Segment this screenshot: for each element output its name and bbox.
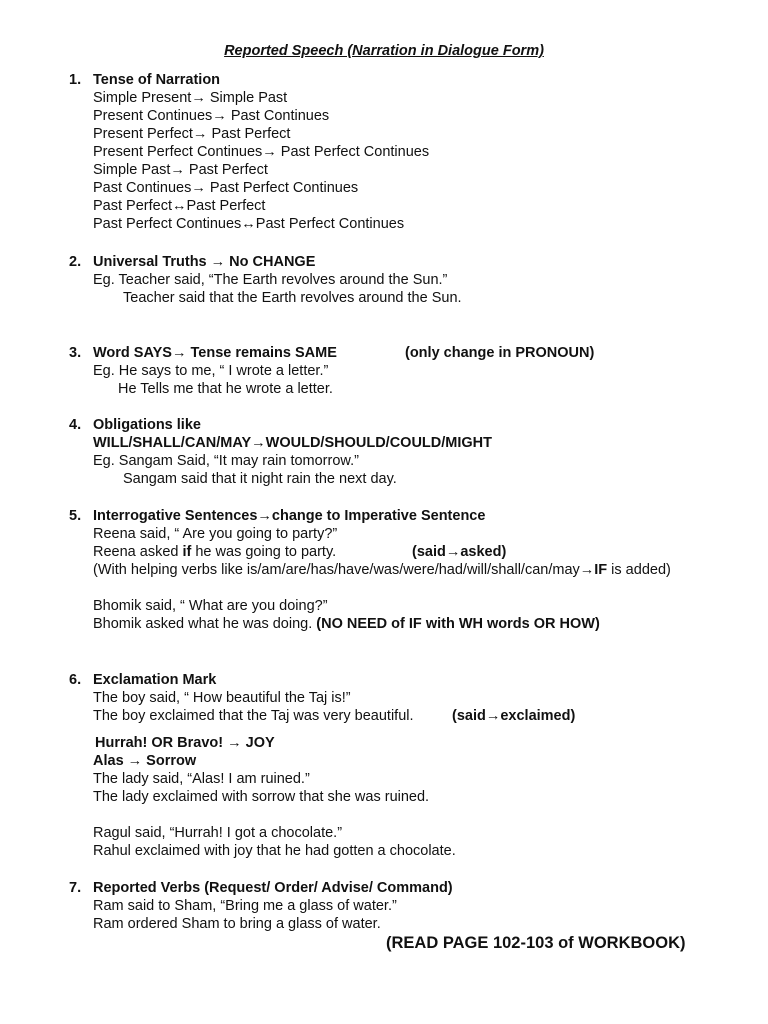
section-7-number: 7. [69, 880, 82, 896]
section-5-example-2: Bhomik said, “ What are you doing?” [93, 598, 328, 614]
section-6-heading: Exclamation Mark [93, 672, 217, 688]
page-title: Reported Speech (Narration in Dialogue Form) [224, 43, 544, 59]
section-2-example: Eg. Teacher said, “The Earth revolves around the Sun.” [93, 272, 448, 288]
tense-rule-6: Past Continues→ Past Perfect Continues [93, 180, 359, 196]
tense-rule-3: Present Perfect→ Past Perfect [93, 126, 291, 142]
section-6-number: 6. [69, 672, 82, 688]
section-2-answer: Teacher said that the Earth revolves around the Sun. [123, 290, 462, 306]
section-3-heading: Word SAYS→ Tense remains SAME [93, 345, 337, 361]
answer-text-post: he was going to party. [191, 544, 337, 560]
answer-text-pre: Reena asked [93, 544, 183, 560]
section-5-example: Reena said, “ Are you going to party?” [93, 526, 338, 542]
section-5-helper-rule [93, 561, 671, 579]
section-5-answer-2 [93, 615, 600, 633]
tense-rule-8: Past Perfect Continues↔Past Perfect Continues [93, 216, 405, 232]
section-4-heading: Obligations like [93, 417, 201, 433]
section-3-number: 3. [69, 345, 82, 361]
section-4-number: 4. [69, 417, 82, 433]
section-5-answer [93, 543, 336, 561]
tense-rule-5: Simple Past→ Past Perfect [93, 162, 268, 178]
workbook-reference: (READ PAGE 102-103 of WORKBOOK) [386, 934, 686, 952]
section-5-number: 5. [69, 508, 82, 524]
tense-rule-1: Simple Present→ Simple Past [93, 90, 288, 106]
section-3-note: (only change in PRONOUN) [405, 345, 595, 361]
helper-text-pre: (With helping verbs like is/am/are/has/have/was/were/had/will/shall/can/may→ [93, 562, 595, 578]
section-6-answer-3: Rahul exclaimed with joy that he had gotten a chocolate. [93, 843, 456, 859]
section-1-heading: Tense of Narration [93, 72, 221, 88]
helper-text-post: is added) [607, 562, 671, 578]
tense-rule-2: Present Continues→ Past Continues [93, 108, 330, 124]
tense-rule-4: Present Perfect Continues→ Past Perfect Continues [93, 144, 430, 160]
section-1-number: 1. [69, 72, 82, 88]
section-2-heading: Universal Truths → No CHANGE [93, 254, 316, 270]
joy-rule: Hurrah! OR Bravo! → JOY [95, 735, 275, 751]
sorrow-rule: Alas → Sorrow [93, 753, 197, 769]
tense-rule-7: Past Perfect↔Past Perfect [93, 198, 266, 214]
section-6-note: (said→exclaimed) [452, 708, 576, 724]
section-7-example: Ram said to Sham, “Bring me a glass of water.” [93, 898, 397, 914]
section-4-heading-modals: WILL/SHALL/CAN/MAY→WOULD/SHOULD/COULD/MIGHT [93, 435, 492, 451]
section-4-answer: Sangam said that it night rain the next day. [123, 471, 397, 487]
section-4-example: Eg. Sangam Said, “It may rain tomorrow.” [93, 453, 359, 469]
section-7-heading: Reported Verbs (Request/ Order/ Advise/ Command) [93, 880, 453, 896]
answer-2-text: Bhomik asked what he was doing. [93, 616, 317, 632]
section-6-example-3: Ragul said, “Hurrah! I got a chocolate.” [93, 825, 343, 841]
section-3-example: Eg. He says to me, “ I wrote a letter.” [93, 363, 329, 379]
section-6-answer-2: The lady exclaimed with sorrow that she was ruined. [93, 789, 430, 805]
answer-2-note: (NO NEED of IF with WH words OR HOW) [316, 616, 600, 632]
if-added-keyword: IF [594, 562, 608, 578]
section-6-example: The boy said, “ How beautiful the Taj is!” [93, 690, 351, 706]
section-5-heading: Interrogative Sentences→change to Imperative Sentence [93, 508, 486, 524]
section-3-answer: He Tells me that he wrote a letter. [118, 381, 333, 397]
section-5-note: (said→asked) [412, 544, 507, 560]
section-6-answer: The boy exclaimed that the Taj was very beautiful. [93, 708, 414, 724]
section-6-example-2: The lady said, “Alas! I am ruined.” [93, 771, 310, 787]
section-2-number: 2. [69, 254, 82, 270]
section-7-answer: Ram ordered Sham to bring a glass of water. [93, 916, 381, 932]
if-keyword: if [182, 544, 192, 560]
